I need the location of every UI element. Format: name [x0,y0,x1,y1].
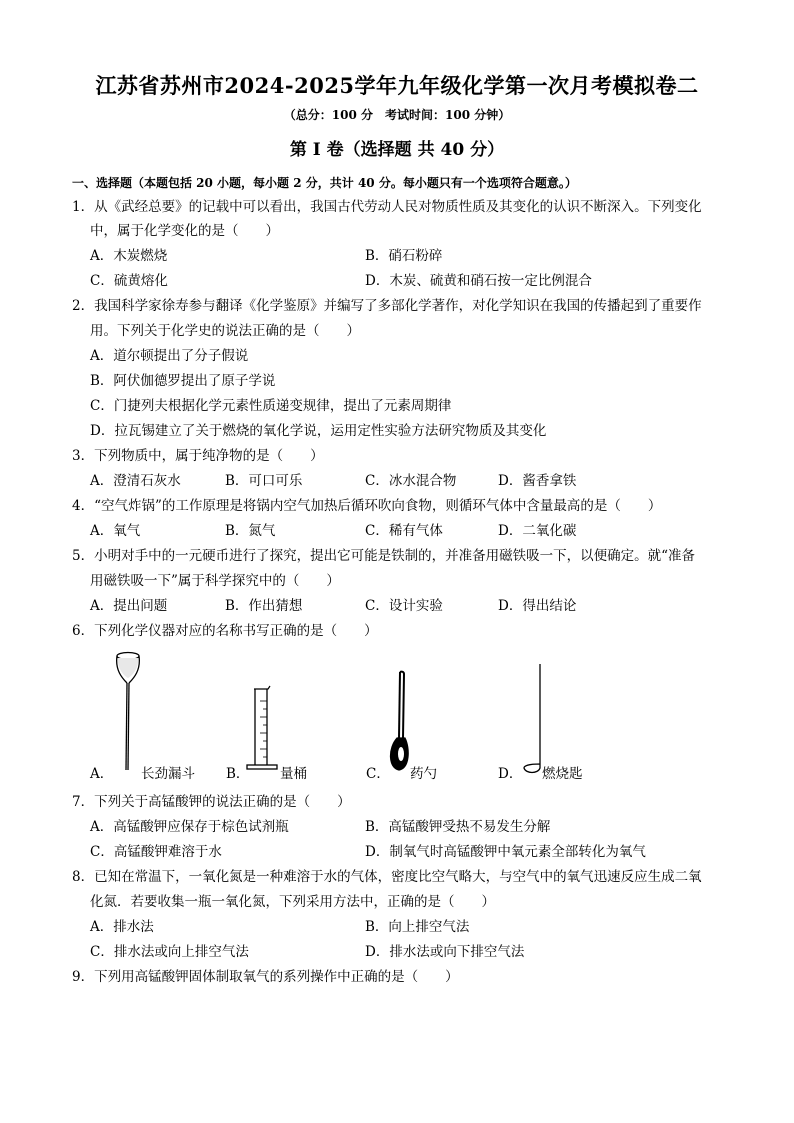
question-7-option-b: B．高锰酸钾受热不易发生分解 [365,819,551,835]
question-3-option-b: B．可口可乐 [225,473,303,489]
question-8-option-c: C．排水法或向上排空气法 [90,944,249,960]
question-6-option-a-letter: A． [90,766,114,782]
exam-title: 江苏省苏州市2024-2025学年九年级化学第一次月考模拟卷二 [95,73,699,98]
question-2-line-1: 2．我国科学家徐寿参与翻译《化学鉴原》并编写了多部化学著作，对化学知识在我国的传播起到了重要作 [72,298,702,314]
question-7-option-a: A．高锰酸钾应保存于棕色试剂瓶 [90,819,289,835]
measuring-cylinder-figure [245,685,285,777]
question-6-option-b-name: 量桶 [280,766,307,782]
question-1-option-c: C．硫黄熔化 [90,273,168,289]
question-5-option-a: A．提出问题 [90,598,168,614]
question-1-option-a: A．木炭燃烧 [90,248,168,264]
question-8-option-a: A．排水法 [90,919,154,935]
question-6-option-c-letter: C． [366,766,390,782]
question-8-option-d: D．排水法或向下排空气法 [365,944,525,960]
volume-title: 第 I 卷（选择题 共 40 分） [289,140,505,160]
question-6-option-a-name: 长劲漏斗 [141,766,195,782]
exam-info: （总分：100 分 考试时间：100 分钟） [283,108,511,122]
question-2-option-d: D．拉瓦锡建立了关于燃烧的氧化学说，运用定性实验方法研究物质及其变化 [90,423,547,439]
question-2-line-2: 用。下列关于化学史的说法正确的是（ ） [90,323,360,339]
question-8-line-2: 化氮．若要收集一瓶一氧化氮，下列采用方法中，正确的是（ ） [90,894,495,910]
question-4-line-1: 4．“空气炸锅”的工作原理是将锅内空气加热后循环吹向食物，则循环气体中含量最高的是（ ） [72,498,662,514]
question-1-line-2: 中，属于化学变化的是（ ） [90,223,279,239]
question-5-line-2: 用磁铁吸一下”属于科学探究中的（ ） [90,573,340,589]
question-6-line-1: 6．下列化学仪器对应的名称书写正确的是（ ） [72,623,378,639]
long-neck-funnel-figure [108,650,148,778]
question-2-option-c: C．门捷列夫根据化学元素性质递变规律，提出了元素周期律 [90,398,452,414]
question-4-option-a: A．氧气 [90,523,141,539]
question-8-option-b: B．向上排空气法 [365,919,470,935]
question-1-option-b: B．硝石粉碎 [365,248,443,264]
question-3-line-1: 3．下列物质中，属于纯净物的是（ ） [72,448,324,464]
question-6-option-b-letter: B． [226,766,250,782]
question-5-option-b: B．作出猜想 [225,598,303,614]
question-7-option-c: C．高锰酸钾难溶于水 [90,844,222,860]
question-4-option-c: C．稀有气体 [365,523,443,539]
question-3-option-a: A．澄清石灰水 [90,473,181,489]
question-1-line-1: 1．从《武经总要》的记载中可以看出，我国古代劳动人民对物质性质及其变化的认识不断深入。下列变化 [72,199,702,215]
question-1-option-d: D．木炭、硫黄和硝石按一定比例混合 [365,273,592,289]
question-2-option-b: B．阿伏伽德罗提出了原子学说 [90,373,276,389]
question-9-line-1: 9．下列用高锰酸钾固体制取氧气的系列操作中正确的是（ ） [72,969,459,985]
question-6-option-c-name: 药勺 [410,766,437,782]
question-7-option-d: D．制氧气时高锰酸钾中氧元素全部转化为氧气 [365,844,646,860]
question-2-option-a: A．道尔顿提出了分子假说 [90,348,249,364]
question-6-option-d-name: 燃烧匙 [542,766,583,782]
question-7-line-1: 7．下列关于高锰酸钾的说法正确的是（ ） [72,794,351,810]
question-5-option-c: C．设计实验 [365,598,443,614]
question-3-option-d: D．酱香拿铁 [498,473,577,489]
question-4-option-b: B．氮气 [225,523,276,539]
question-5-option-d: D．得出结论 [498,598,577,614]
question-5-line-1: 5．小明对手中的一元硬币进行了探究，提出它可能是铁制的，并准备用磁铁吸一下，以便确定。就“准备 [72,548,695,564]
question-8-line-1: 8．已知在常温下，一氧化氮是一种难溶于水的气体，密度比空气略大，与空气中的氧气迅速反应生成二氧 [72,869,702,885]
question-3-option-c: C．冰水混合物 [365,473,457,489]
question-4-option-d: D．二氧化碳 [498,523,577,539]
section-heading: 一、选择题（本题包括 20 小题，每小题 2 分，共计 40 分。每小题只有一个选项符合题意。） [72,176,577,190]
question-6-option-d-letter: D． [498,766,523,782]
